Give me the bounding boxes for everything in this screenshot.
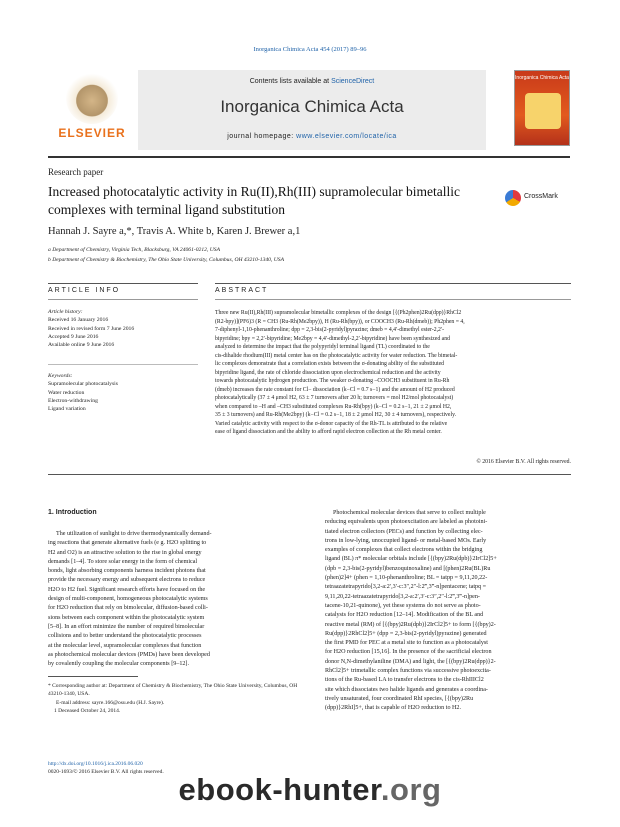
body-line: at the molecular level, supramolecular complexes that function — [48, 642, 202, 649]
abstract-line: towards photocatalytic hydrogen production. The weaker σ-donating –COOCH3 substituent in Ru-Rh — [215, 378, 450, 384]
article-title: Increased photocatalytic activity in Ru(II),Rh(III) supramolecular bimetallic complexes with terminal ligand substitution — [48, 184, 460, 217]
body-line: (dpb = 2,3-bis(2-pyridyl)benzoquinoxaline) and [(phen)2Ru(BL)Ru — [325, 565, 491, 572]
abstract-line: lic complexes demonstrate that a correlation exists between the σ-donating ability of the substituted — [215, 361, 445, 367]
footnote-rule — [48, 676, 138, 677]
journal-citation-link[interactable]: Inorganica Chimica Acta 454 (2017) 89–96 — [253, 46, 367, 53]
body-line: reactive metal (RM) of [{(bpy)2Ru(dpb)}2IrCl2]5+ to form [{(bpy)2- — [325, 621, 496, 628]
body-line: as photochemical molecular devices (PMDs) have been developed — [48, 651, 210, 658]
crossmark-icon — [505, 190, 521, 206]
abstract-body — [215, 309, 571, 437]
history-label: Article history: — [48, 309, 83, 315]
article-history — [48, 308, 198, 349]
abstract-top-rule — [215, 283, 571, 284]
body-line: tacene-10,21-quinone), yet these systems do not serve as photo- — [325, 602, 481, 609]
article-info-heading: ARTICLE INFO — [48, 287, 121, 294]
footnote-email[interactable]: E-mail address: sayre.166@osu.edu (H.J. Sayre). — [56, 699, 165, 706]
elsevier-tree-icon — [66, 72, 118, 124]
body-line: the first PMD for PEC at a metal site to function as a photocatalyst — [325, 640, 488, 647]
contents-prefix: Contents lists available at — [249, 78, 332, 85]
body-column-left — [48, 530, 293, 669]
keywords-label: Keywords: — [48, 373, 73, 379]
body-line: sions between each component within the photocatalytic system — [48, 614, 205, 621]
body-line: reducing equivalents upon photoexcitation are labeled as photoini- — [325, 519, 488, 526]
abstract-line: analyzed to determine the impact that the polypyridyl terminal ligand (TL) coordinated to the — [215, 344, 430, 350]
body-line: (phen)2]4+ (phen = 1,10-phenanthroline; BL = tatpp = 9,11,20,22- — [325, 575, 488, 582]
cover-graphic — [525, 93, 561, 129]
abstract-copyright: © 2016 Elsevier B.V. All rights reserved. — [476, 459, 571, 465]
abstract-line: (dmeb) increases the rate constant for Cl− dissociation (k−Cl = 0.7 s−1) and the amount of H2 produced — [215, 386, 455, 393]
body-line: demands [1–4]. To store solar energy in the form of chemical — [48, 558, 198, 565]
body-line: collisions and to better understand the photocatalytic processes — [48, 633, 202, 640]
abstract-heading: ABSTRACT — [215, 287, 269, 294]
homepage-prefix: journal homepage: — [227, 133, 297, 140]
keyword-item: Supramolecular photocatalysis — [48, 381, 118, 388]
abstract-rule — [215, 299, 571, 300]
body-line: examples of complexes that collect electrons within the bridging — [325, 547, 483, 554]
abstract-line: Three new Ru(II),Rh(III) supramolecular bimetallic complexes of the design [{(Ph2phen)2Ru(dpp)}RhCl2 — [215, 310, 462, 316]
abstract-line: cis-dihalide rhodium(III) metal center has on the photocatalytic activity for water reduction. The bimetal- — [215, 352, 458, 359]
elsevier-logo[interactable] — [48, 70, 136, 150]
keywords — [48, 372, 198, 413]
body-line: catalysts for H2O reduction [12–14]. Modification of the BL and — [325, 612, 484, 619]
homepage-link[interactable]: www.elsevier.com/locate/ica — [296, 133, 397, 140]
abstract-line: when compared to –H and –CH3 substituted complexes Ru-Rh(bpy) (k−Cl = 0.2 s−1, 21 ± 2 μmol H2, — [215, 403, 452, 410]
cover-title: Inorganica Chimica Acta — [515, 75, 569, 81]
body-column-right — [325, 509, 570, 714]
body-line: RhCl2]5+ trimetallic complex functions via successive photoexcita- — [325, 668, 491, 675]
keyword-item: Water reduction — [48, 389, 85, 396]
body-line: tions of the Ru-based LA to transfer electrons to the cis-RhIIICl2 — [325, 677, 484, 684]
history-received: Received 16 January 2016 — [48, 317, 109, 324]
info-top-rule — [48, 283, 198, 284]
journal-title: Inorganica Chimica Acta — [220, 97, 404, 116]
elsevier-wordmark: ELSEVIER — [58, 126, 126, 140]
article-type: Research paper — [48, 167, 104, 177]
abstract-line: photocatalytically (37 ± 4 μmol H2, 63 ± 7 turnovers after 20 h; turnovers = mol H2/mol photocatalyst) — [215, 395, 454, 401]
footnotes — [48, 682, 298, 715]
body-line: H2 and O2) is an attractive solution to the rise in global energy — [48, 549, 202, 556]
body-line: [5–8]. In an effort minimize the number of required bimolecular — [48, 623, 205, 630]
abstract-line: ease of ligand dissociation and the ability to afford rapid electron collection at the Rh metal center. — [215, 429, 442, 435]
issn-line: 0020-1693/© 2016 Elsevier B.V. All rights reserved. — [48, 769, 164, 776]
watermark-tld: .org — [380, 772, 442, 807]
body-line: ing reactions that generate alternative fuels (e g. H2O splitting to — [48, 540, 207, 547]
body-line: tively unsaturated, four coordinated RhI species, [{(bpy)2Ru — [325, 695, 474, 702]
affiliation-b: b Department of Chemistry & Biochemistry, The Ohio State University, Columbus, OH 43210-1340, USA — [48, 257, 285, 263]
section-heading-introduction: 1. Introduction — [48, 509, 97, 516]
history-online: Available online 9 June 2016 — [48, 342, 115, 349]
body-line: (dpp)}2RhI]5+, that is capable of H2O reduction to H2. — [325, 705, 461, 712]
footnote-corresponding: * Corresponding author at: Department of Chemistry & Biochemistry, The Ohio State University, Columbus, OH 43210-1340, USA. — [48, 683, 298, 698]
abstract-line: 7-diphenyl-1,10-phenanthroline; dpp = 2,3-bis(2-pyridyl)pyrazine; dmeb = 4,4′-dimethyl ester-2,2′- — [215, 327, 445, 333]
body-line: bonds, light absorbing components harness incident photons that — [48, 568, 206, 575]
body-line: The utilization of sunlight to drive thermodynamically demand- — [56, 531, 212, 537]
sciencedirect-link[interactable]: ScienceDirect — [331, 78, 375, 85]
abstract-line: bipyridine ligand, the rate of chloride dissociation upon electrochemical reduction and the activity — [215, 369, 441, 376]
author-list: Hannah J. Sayre a,*, Travis A. White b, Karen J. Brewer a,1 — [48, 226, 301, 237]
abstract-line: 35 ± 3 turnovers) and Ru-Rh(Me2bpy) (k−Cl = 0.2 s−1, 18 ± 2 μmol H2, 30 ± 4 turnovers), respectively. — [215, 412, 457, 418]
history-accepted: Accepted 9 June 2016 — [48, 333, 99, 340]
watermark — [0, 772, 620, 808]
watermark-name: ebook-hunter — [178, 772, 381, 807]
abstract-line: (R2-bpy)](PF6)3 (R = CH3 (Ru-Rh(Me2bpy)), H (Ru-Rh(bpy)), or COOCH3 (Ru-Rh(dmeb)); Ph2phen = 4, — [215, 318, 465, 325]
abstract-line: bipyridine; bpy = 2,2′-bipyridine; Me2bpy = 4,4′-dimethyl-2,2′-bipyridine) have been synthesized and — [215, 335, 450, 342]
body-line: for H2O reduction that rely on bimolecular, diffusion-based colli- — [48, 605, 208, 612]
body-line: Ru(dpp)}2RhCl2]5+ (dpp = 2,3-bis(2-pyridyl)pyrazine) generated — [325, 630, 487, 637]
footnote-deceased: 1 Deceased October 24, 2014. — [54, 707, 121, 714]
keywords-rule — [48, 364, 198, 365]
keyword-item: Ligand variation — [48, 406, 86, 413]
body-line: ligand (BL) π* molecular orbitals include [{(bpy)2Ru(dpb)}2IrCl2]5+ — [325, 556, 497, 563]
contents-line — [138, 78, 486, 85]
body-line: provide the necessary energy and subsequent electrons to reduce — [48, 577, 206, 584]
body-line: tiated electron collectors (PECs) and function by collecting elec- — [325, 528, 483, 535]
journal-cover-image[interactable] — [514, 70, 570, 146]
affiliations — [48, 245, 284, 265]
abstract-bottom-rule — [48, 474, 571, 475]
journal-homepage — [138, 133, 486, 140]
doi-link[interactable]: http://dx.doi.org/10.1016/j.ica.2016.06.020 — [48, 761, 143, 767]
body-line: tetraazatetrapyrido[3,2-a:2′,3′-c:3″,2″-l:2‴,3‴-n]pentacene; tatpq = — [325, 584, 487, 591]
body-line: Photochemical molecular devices that serve to collect multiple — [333, 510, 486, 516]
body-line: H2O to H2 fuel. Significant research efforts have focused on the — [48, 586, 206, 593]
abstract-line: Varied catalytic activity with respect to the σ-donor capacity of the Rh-TL is attributed to the relative — [215, 420, 448, 427]
body-line: donor N,N-dimethylaniline (DMA) and light, the [{(bpy)2Ru(dpp)}2- — [325, 658, 496, 665]
info-rule — [48, 299, 198, 300]
journal-masthead — [138, 70, 486, 150]
body-line: 9,11,20,22-tetraazatetrapyrido[3,2-a:2′,3′-c:3″,2″-l:2‴,3‴-n]pen- — [325, 593, 480, 600]
crossmark-label: CrossMark — [524, 193, 558, 200]
keyword-item: Electron-withdrawing — [48, 397, 98, 404]
crossmark-button[interactable] — [505, 188, 573, 208]
header-divider — [48, 156, 570, 158]
journal-banner — [48, 70, 570, 150]
body-line: design of multi-component, homogeneous photocatalytic systems — [48, 596, 208, 603]
history-revised: Received in revised form 7 June 2016 — [48, 325, 135, 332]
body-line: site which dissociates two halide ligands and generates a coordina- — [325, 686, 488, 693]
affiliation-a: a Department of Chemistry, Virginia Tech, Blacksburg, VA 24061-0212, USA — [48, 247, 220, 253]
body-line: for H2O reduction [15,16]. In the presence of the sacrificial electron — [325, 649, 492, 656]
body-line: by covalently coupling the molecular components [9–12]. — [48, 661, 189, 668]
body-line: trons in low-lying, unoccupied ligand- or metal-based MOs. Early — [325, 537, 487, 544]
